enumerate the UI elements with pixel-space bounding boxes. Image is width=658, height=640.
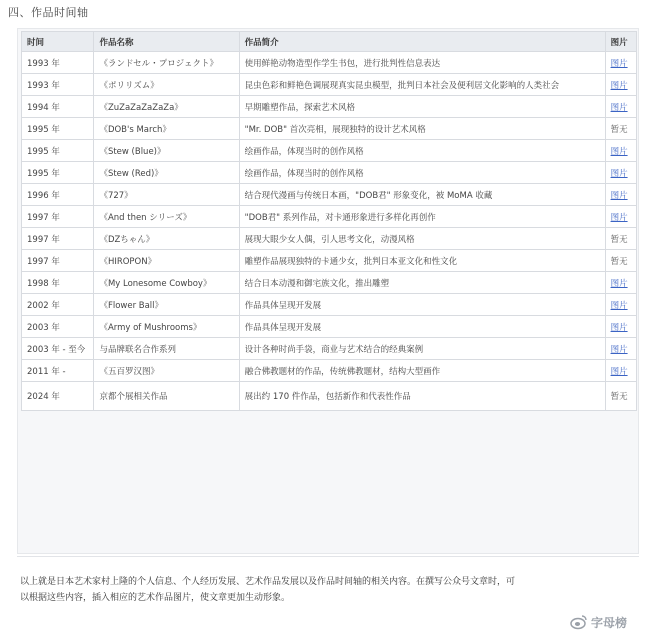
no-image-label: 暂无 — [610, 392, 628, 402]
table-row — [22, 96, 637, 118]
no-image-label: 暂无 — [610, 256, 628, 267]
table-row — [22, 316, 637, 338]
footer-line-2: 以根据这些内容，插入相应的艺术作品图片，使文章更加生动形象。 — [20, 593, 291, 603]
works-timeline-table — [21, 31, 637, 411]
cell-time: 1997 年 — [22, 206, 94, 228]
cell-description: 雕塑作品展现独特的卡通少女，批判日本亚文化和性文化 — [239, 250, 605, 272]
cell-image — [605, 250, 636, 272]
cell-description: 设计各种时尚手袋，商业与艺术结合的经典案例 — [239, 338, 605, 360]
cell-description: 昆虫色彩和鲜艳色调展现真实昆虫模型，批判日本社会及便利居文化影响的人类社会 — [239, 74, 605, 96]
cell-time: 1995 年 — [22, 162, 94, 184]
no-image-label: 暂无 — [610, 234, 628, 245]
cell-image — [605, 184, 636, 206]
cell-image — [605, 74, 636, 96]
table-row — [22, 294, 637, 316]
cell-work-name: 《ランドセル・プロジェクト》 — [94, 52, 239, 74]
cell-time: 2003 年 - 至今 — [22, 338, 94, 360]
footer-summary — [20, 574, 638, 606]
header-time: 时间 — [22, 32, 94, 52]
cell-description: "DOB君" 系列作品，对卡通形象进行多样化再创作 — [239, 206, 605, 228]
cell-time: 1998 年 — [22, 272, 94, 294]
cell-time: 1993 年 — [22, 52, 94, 74]
table-row — [22, 250, 637, 272]
image-link[interactable]: 图片 — [610, 300, 628, 311]
header-work-name: 作品名称 — [94, 32, 239, 52]
image-link[interactable]: 图片 — [610, 190, 628, 201]
table-row — [22, 162, 637, 184]
cell-work-name: 《Army of Mushrooms》 — [94, 316, 239, 338]
cell-image — [605, 294, 636, 316]
cell-image — [605, 162, 636, 184]
cell-image — [605, 206, 636, 228]
cell-image — [605, 272, 636, 294]
cell-image — [605, 338, 636, 360]
cell-work-name: 《ZuZaZaZaZaZa》 — [94, 96, 239, 118]
cell-time: 2011 年 - — [22, 360, 94, 382]
cell-time: 1997 年 — [22, 228, 94, 250]
cell-image — [605, 140, 636, 162]
watermark — [570, 612, 627, 632]
table-row — [22, 382, 637, 411]
cell-description: "Mr. DOB" 首次亮相，展现独特的设计艺术风格 — [239, 118, 605, 140]
image-link[interactable]: 图片 — [610, 102, 628, 113]
cell-image — [605, 52, 636, 74]
weibo-icon — [570, 614, 588, 630]
cell-work-name: 与品牌联名合作系列 — [94, 338, 239, 360]
image-link[interactable]: 图片 — [610, 146, 628, 157]
no-image-label: 暂无 — [610, 124, 628, 135]
cell-description: 结合日本动漫和御宅族文化，推出雕塑 — [239, 272, 605, 294]
image-link[interactable]: 图片 — [610, 58, 628, 69]
table-header-row — [22, 32, 637, 52]
cell-work-name: 《My Lonesome Cowboy》 — [94, 272, 239, 294]
footer-line-1: 以上就是日本艺术家村上隆的个人信息、个人经历发展、艺术作品发展以及作品时间轴的相关内容。在撰写公众号文章时，可 — [20, 577, 516, 587]
table-row — [22, 52, 637, 74]
image-link[interactable]: 图片 — [610, 168, 628, 179]
watermark-text: 字母榜 — [591, 615, 628, 630]
cell-image — [605, 118, 636, 140]
cell-time: 1993 年 — [22, 74, 94, 96]
header-image: 图片 — [605, 32, 636, 52]
cell-work-name: 京都个展相关作品 — [94, 382, 239, 411]
cell-image — [605, 228, 636, 250]
table-row — [22, 360, 637, 382]
cell-description: 作品具体呈现开发展 — [239, 316, 605, 338]
cell-time: 1996 年 — [22, 184, 94, 206]
cell-description: 早期雕塑作品，探索艺术风格 — [239, 96, 605, 118]
cell-description: 展出约 170 件作品，包括新作和代表性作品 — [239, 382, 605, 411]
cell-image — [605, 382, 636, 411]
cell-description: 绘画作品，体现当时的创作风格 — [239, 140, 605, 162]
footer-divider — [17, 556, 639, 557]
cell-image — [605, 316, 636, 338]
cell-time: 1994 年 — [22, 96, 94, 118]
table-row — [22, 74, 637, 96]
cell-image — [605, 96, 636, 118]
cell-description: 作品具体呈现开发展 — [239, 294, 605, 316]
image-link[interactable]: 图片 — [610, 80, 628, 91]
header-description: 作品简介 — [239, 32, 605, 52]
cell-description: 使用鲜艳动物造型作学生书包，进行批判性信息表达 — [239, 52, 605, 74]
cell-time: 1995 年 — [22, 118, 94, 140]
cell-work-name: 《五百罗汉图》 — [94, 360, 239, 382]
image-link[interactable]: 图片 — [610, 322, 628, 333]
cell-work-name: 《ポリリズム》 — [94, 74, 239, 96]
cell-work-name: 《DOB's March》 — [94, 118, 239, 140]
image-link[interactable]: 图片 — [610, 212, 628, 223]
cell-work-name: 《Stew (Red)》 — [94, 162, 239, 184]
table-row — [22, 272, 637, 294]
table-row — [22, 228, 637, 250]
cell-work-name: 《DZちゃん》 — [94, 228, 239, 250]
cell-time: 2024 年 — [22, 382, 94, 411]
cell-work-name: 《Flower Ball》 — [94, 294, 239, 316]
cell-work-name: 《727》 — [94, 184, 239, 206]
cell-time: 2002 年 — [22, 294, 94, 316]
section-title: 四、作品时间轴 — [8, 6, 89, 19]
table-row — [22, 118, 637, 140]
cell-time: 1995 年 — [22, 140, 94, 162]
cell-description: 结合现代漫画与传统日本画，"DOB君" 形象变化，被 MoMA 收藏 — [239, 184, 605, 206]
table-row — [22, 206, 637, 228]
cell-time: 1997 年 — [22, 250, 94, 272]
cell-work-name: 《Stew (Blue)》 — [94, 140, 239, 162]
cell-description: 绘画作品，体现当时的创作风格 — [239, 162, 605, 184]
table-row — [22, 338, 637, 360]
table-row — [22, 140, 637, 162]
cell-work-name: 《And then シリーズ》 — [94, 206, 239, 228]
image-link[interactable]: 图片 — [610, 344, 628, 355]
cell-description: 融合佛教题材的作品，传统佛教题材，结构大型画作 — [239, 360, 605, 382]
cell-time: 2003 年 — [22, 316, 94, 338]
cell-work-name: 《HIROPON》 — [94, 250, 239, 272]
cell-image — [605, 360, 636, 382]
table-row — [22, 184, 637, 206]
image-link[interactable]: 图片 — [610, 278, 628, 289]
cell-description: 展现大眼少女人偶，引人思考文化，动漫风格 — [239, 228, 605, 250]
image-link[interactable]: 图片 — [610, 366, 628, 377]
